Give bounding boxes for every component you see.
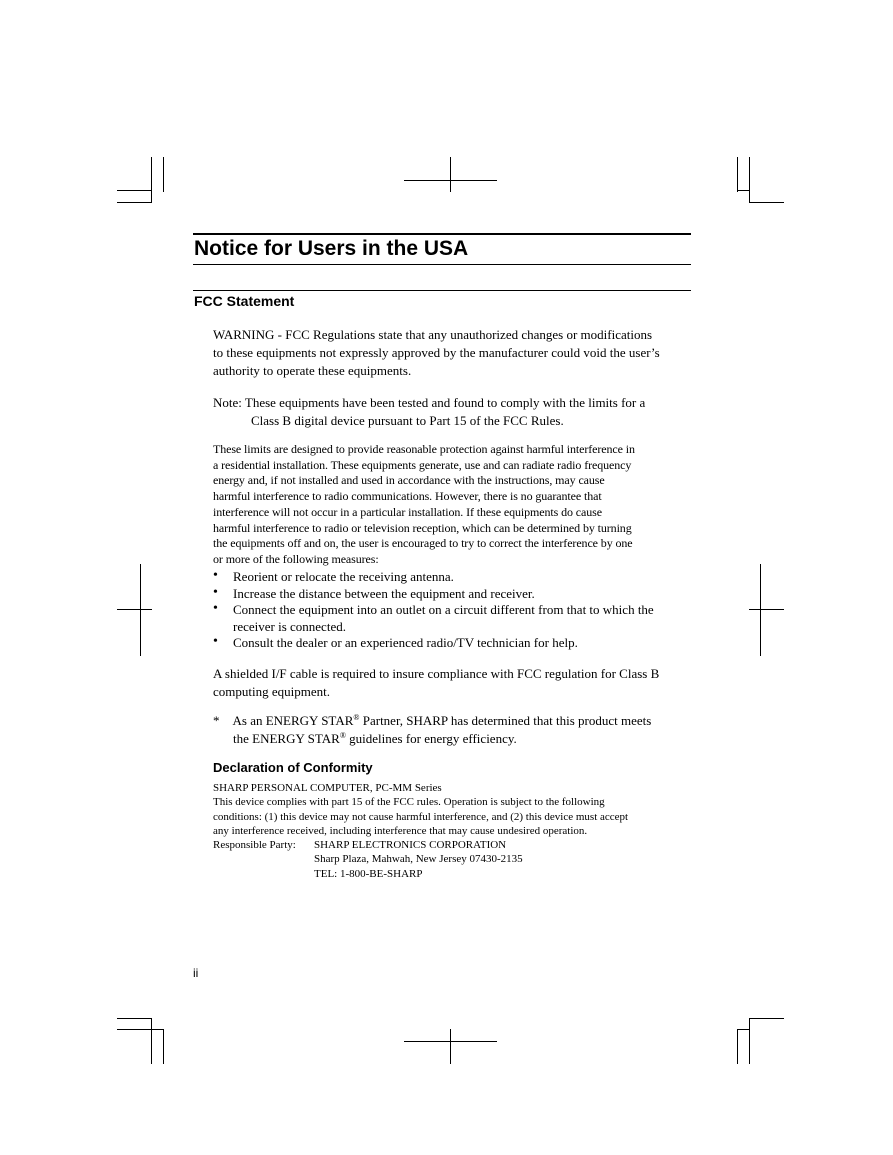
responsible-party: [314, 838, 523, 881]
responsible-party-label: Responsible Party:: [213, 839, 296, 851]
text-line: computing equipment.: [213, 684, 330, 699]
text-line: authority to operate these equipments.: [213, 363, 412, 378]
registered-mark: ®: [353, 713, 360, 722]
registered-mark: ®: [339, 731, 346, 740]
text-line: [213, 712, 651, 730]
crop-mark: [117, 202, 152, 203]
text-line: a residential installation. These equipments generate, use and can radiate radio frequency: [213, 457, 632, 472]
crop-mark: [737, 190, 749, 191]
crop-mark: [117, 1018, 152, 1019]
text-line: This device complies with part 15 of the FCC rules. Operation is subject to the following: [213, 796, 605, 809]
crop-mark: [450, 157, 451, 192]
text-line: the equipments off and on, the user is encouraged to try to correct the interference by one: [213, 536, 633, 551]
list-item-text: Reorient or relocate the receiving antenna.: [233, 569, 454, 584]
page-heading-text: Notice for Users in the USA: [194, 237, 469, 260]
text-run: Partner, SHARP has determined that this product meets: [359, 713, 652, 728]
crop-mark: [749, 609, 784, 610]
list-item-text: Increase the distance between the equipment and receiver.: [233, 586, 535, 601]
crop-mark: [737, 157, 738, 192]
text-line: TEL: 1-800-BE-SHARP: [314, 867, 423, 880]
text-line: Note: These equipments have been tested and found to comply with the limits for a: [213, 395, 646, 410]
text-line: harmful interference to radio or television reception, which can be determined by turning: [213, 520, 632, 535]
text-line: SHARP PERSONAL COMPUTER, PC-MM Series: [213, 782, 442, 794]
page-heading: [193, 233, 691, 265]
crop-mark: [749, 1018, 784, 1019]
declaration-heading: Declaration of Conformity: [213, 760, 373, 775]
note-paragraph: [213, 394, 645, 430]
text-line: These limits are designed to provide reasonable protection against harmful interference in: [213, 442, 635, 456]
list-item-text: Connect the equipment into an outlet on a circuit different from that to which the: [233, 602, 654, 617]
crop-mark: [163, 1029, 164, 1064]
crop-mark: [117, 1029, 163, 1030]
warning-paragraph: [213, 326, 660, 380]
crop-mark: [749, 1018, 750, 1064]
page-number: ii: [193, 966, 199, 980]
declaration-paragraph: [213, 781, 628, 839]
bullet-icon: •: [213, 634, 218, 649]
text-run: guidelines for energy efficiency.: [345, 731, 517, 746]
bullet-icon: •: [213, 585, 218, 600]
text-line: Sharp Plaza, Mahwah, New Jersey 07430-2135: [314, 853, 523, 866]
text-line: interference will not occur in a particular installation. If these equipments do cause: [213, 504, 602, 519]
section-heading: [193, 290, 691, 311]
bullet-icon: •: [213, 601, 218, 616]
shielded-paragraph: [213, 665, 659, 701]
text-line: A shielded I/F cable is required to insure compliance with FCC regulation for Class B: [213, 666, 660, 681]
crop-mark: [151, 1018, 152, 1064]
crop-mark: [140, 564, 141, 656]
text-line: Class B digital device pursuant to Part 15 of the FCC Rules.: [251, 413, 564, 428]
asterisk: *: [213, 713, 220, 728]
text-line: SHARP ELECTRONICS CORPORATION: [314, 839, 507, 851]
text-line: harmful interference to radio communications. However, there is no guarantee that: [213, 489, 602, 504]
limits-paragraph: [213, 442, 635, 568]
section-heading-text: FCC Statement: [194, 293, 295, 309]
text-line: conditions: (1) this device may not cause harmful interference, and (2) this device must accept: [213, 810, 629, 823]
list-item-text: Consult the dealer or an experienced radio/TV technician for help.: [233, 635, 578, 650]
text-line: to these equipments not expressly approved by the manufacturer could void the user’s: [213, 345, 660, 360]
crop-mark: [450, 1029, 451, 1064]
text-line: [213, 730, 651, 748]
text-line: WARNING - FCC Regulations state that any unauthorized changes or modifications: [213, 327, 653, 342]
crop-mark: [737, 1029, 738, 1064]
text-line: or more of the following measures:: [213, 551, 379, 566]
crop-mark: [760, 564, 761, 656]
bullet-icon: •: [213, 568, 218, 583]
list-item-text: receiver is connected.: [233, 619, 346, 634]
text-run: the ENERGY STAR: [233, 731, 340, 746]
energy-star-note: [213, 712, 651, 748]
text-run: As an ENERGY STAR: [232, 713, 354, 728]
crop-mark: [117, 190, 152, 191]
crop-mark: [117, 609, 152, 610]
crop-mark: [163, 157, 164, 192]
text-line: any interference received, including interference that may cause undesired operation.: [213, 825, 588, 838]
text-line: energy and, if not installed and used in accordance with the instructions, may cause: [213, 473, 605, 488]
crop-mark: [737, 1029, 749, 1030]
crop-mark: [151, 157, 152, 203]
crop-mark: [749, 157, 750, 203]
crop-mark: [749, 202, 784, 203]
